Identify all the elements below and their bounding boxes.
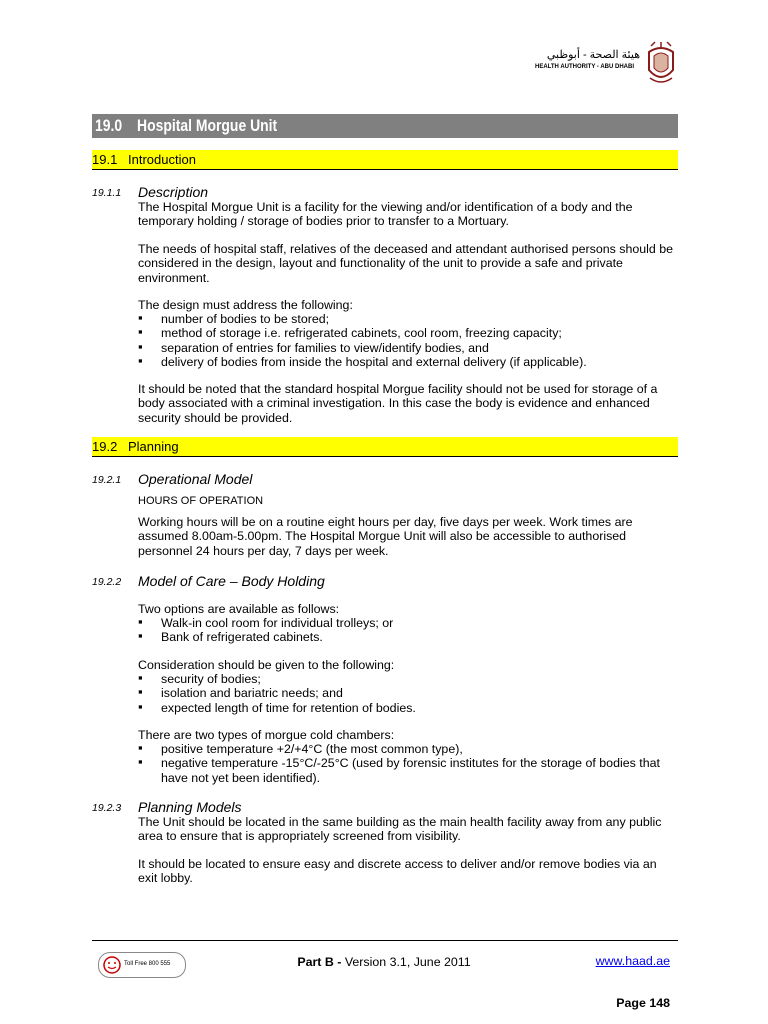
list-item: ▪ positive temperature +2/+4°C (the most common type), (138, 742, 668, 756)
subsection-title: Description (138, 184, 209, 200)
list-item: ▪ number of bodies to be stored; (138, 312, 678, 326)
tollfree-text: Toll Free 800 555 (124, 961, 171, 967)
list-item: ▪ security of bodies; (138, 672, 678, 686)
footer-part: Part B - (297, 955, 342, 969)
list-item: ▪ Walk-in cool room for individual trolleys; or (138, 616, 678, 630)
section-heading-introduction (92, 150, 678, 170)
bullet-list (138, 312, 678, 370)
paragraph: The needs of hospital staff, relatives of the deceased and attendant authorised persons should be considered in the design, layout and functionality of the unit to provide a safe and private environment. (138, 242, 673, 285)
paragraph: Consideration should be given to the following: (138, 658, 395, 672)
paragraph: There are two types of morgue cold chambers: (138, 728, 395, 742)
list-item: ▪ Bank of refrigerated cabinets. (138, 630, 678, 644)
subsection-title: Planning Models (138, 799, 242, 815)
subsection-title: Model of Care – Body Holding (138, 573, 325, 589)
paragraph: The Hospital Morgue Unit is a facility for the viewing and/or identification of a body and the temporary holding / storage of bodies prior to transfer to a Mortuary. (138, 200, 633, 229)
list-item: ▪ separation of entries for families to view/identify bodies, and (138, 341, 678, 355)
list-item: ▪ delivery of bodies from inside the hospital and external delivery (if applicable). (138, 355, 678, 369)
subsection-number: 19.2.3 (92, 802, 122, 814)
paragraph: Two options are available as follows: (138, 602, 340, 616)
section-number: 19.1 (92, 152, 118, 167)
section-number: 19.2 (92, 439, 118, 454)
list-item: ▪ expected length of time for retention of bodies. (138, 701, 678, 715)
paragraph: The Unit should be located in the same building as the main health facility away from any public area to ensure that is appropriately screened from visibility. (138, 815, 662, 844)
section-title: Planning (128, 439, 179, 454)
subsection-number: 19.2.2 (92, 576, 122, 588)
footer-rule (92, 940, 678, 941)
logo-english-text: HEALTH AUTHORITY - ABU DHABI (535, 64, 634, 70)
logo-arabic-text: هيئة الصحة - أبوظبي (546, 49, 640, 61)
emblem-icon (646, 40, 676, 88)
chapter-title-bar (92, 114, 678, 138)
page-number: Page 148 (616, 996, 670, 1010)
caption: HOURS OF OPERATION (138, 495, 264, 507)
footer-version-text: Version 3.1, June 2011 (341, 955, 471, 969)
subsection-number: 19.2.1 (92, 474, 122, 486)
footer-website-link[interactable]: www.haad.ae (595, 954, 670, 968)
bullet-list (138, 742, 668, 785)
chapter-number: 19.0 (95, 116, 123, 135)
paragraph: Working hours will be on a routine eight hours per day, five days per week. Work times are assumed 8.00am-5.00pm. The Hospital Morgue Unit will also be accessible to authorised personnel 24 hours per day, 7 days per week. (138, 515, 633, 558)
bullet-list (138, 672, 678, 715)
haad-logo (535, 40, 680, 90)
section-title: Introduction (128, 152, 196, 167)
paragraph: It should be noted that the standard hospital Morgue facility should not be used for storage of a body associated with a criminal investigation. In this case the body is evidence and enhanced security should be provided. (138, 382, 658, 425)
paragraph: It should be located to ensure easy and discrete access to deliver and/or remove bodies via an exit lobby. (138, 857, 657, 886)
paragraph: The design must address the following: (138, 298, 353, 312)
list-item: ▪ isolation and bariatric needs; and (138, 686, 678, 700)
subsection-title: Operational Model (138, 471, 253, 487)
subsection-number: 19.1.1 (92, 187, 122, 199)
list-item: ▪ method of storage i.e. refrigerated cabinets, cool room, freezing capacity; (138, 326, 678, 340)
bullet-list (138, 616, 678, 645)
section-heading-planning (92, 437, 678, 457)
chapter-title: Hospital Morgue Unit (137, 116, 278, 135)
list-item: ▪ negative temperature -15°C/-25°C (used by forensic institutes for the storage of bodies that have not yet been identified). (138, 756, 668, 785)
